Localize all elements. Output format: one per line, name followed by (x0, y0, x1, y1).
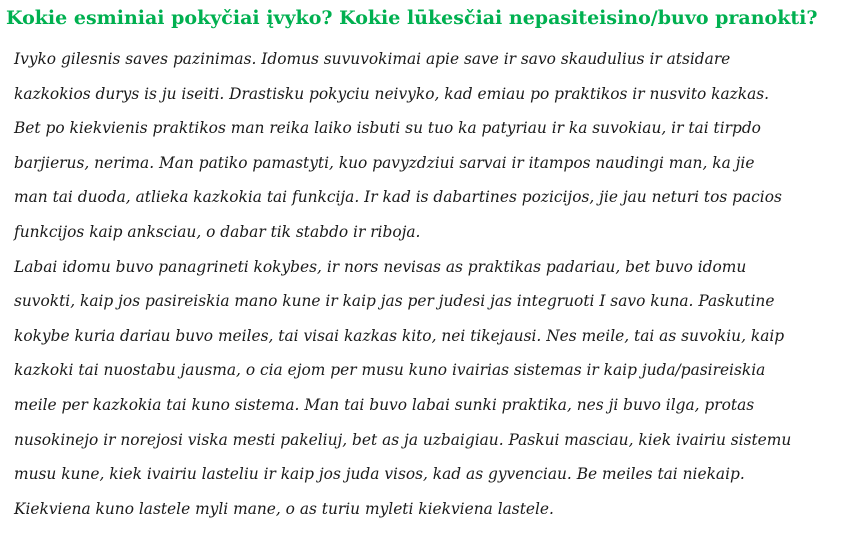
text-line: meile per kazkokia tai kuno sistema. Man tai buvo labai sunki praktika, nes ji buvo ilga, protas (14, 395, 755, 414)
text-line: kazkokios durys is ju iseiti. Drastisku pokyciu neivyko, kad emiau po praktikos ir nusvito kazkas. (14, 84, 770, 103)
text-line: kazkoki tai nuostabu jausma, o cia ejom per musu kuno ivairias sistemas ir kaip juda/pasireiskia (14, 361, 766, 380)
question-heading: Kokie esminiai pokyčiai įvyko? Kokie lūkesčiai nepasiteisino/buvo pranokti? (6, 7, 818, 29)
text-line: Labai idomu buvo panagrineti kokybes, ir nors nevisas as praktikas padariau, bet buvo idomu (14, 257, 747, 276)
text-line: Bet po kiekvienis praktikos man reika laiko isbuti su tuo ka patyriau ir ka suvokiau, ir tai tirpdo (14, 119, 761, 138)
text-line: kokybe kuria dariau buvo meiles, tai visai kazkas kito, nei tikejausi. Nes meile, tai as suvokiu, kaip (14, 326, 785, 345)
answer-body (14, 44, 844, 528)
text-line: musu kune, kiek ivairiu lasteliu ir kaip jos juda visos, kad as gyvenciau. Be meiles tai niekaip. (14, 465, 745, 484)
text-line: Ivyko gilesnis saves pazinimas. Idomus suvuvokimai apie save ir savo skaudulius ir atsidare (14, 50, 731, 68)
text-line: barjierus, nerima. Man patiko pamastyti, kuo pavyzdziui sarvai ir itampos naudingi man, ka jie (14, 153, 755, 172)
text-line: funkcijos kaip anksciau, o dabar tik stabdo ir riboja. (14, 222, 421, 241)
text-line: man tai duoda, atlieka kazkokia tai funkcija. Ir kad is dabartines pozicijos, jie jau neturi tos pacios (14, 188, 782, 207)
text-line: Kiekviena kuno lastele myli mane, o as turiu myleti kiekviena lastele. (14, 499, 554, 518)
text-line: nusokinejo ir norejosi viska mesti pakeliuj, bet as ja uzbaigiau. Paskui masciau, kiek ivairiu sistemu (14, 430, 792, 449)
text-line: suvokti, kaip jos pasireiskia mano kune ir kaip jas per judesi jas integruoti I savo kuna. Paskutine (14, 292, 775, 311)
